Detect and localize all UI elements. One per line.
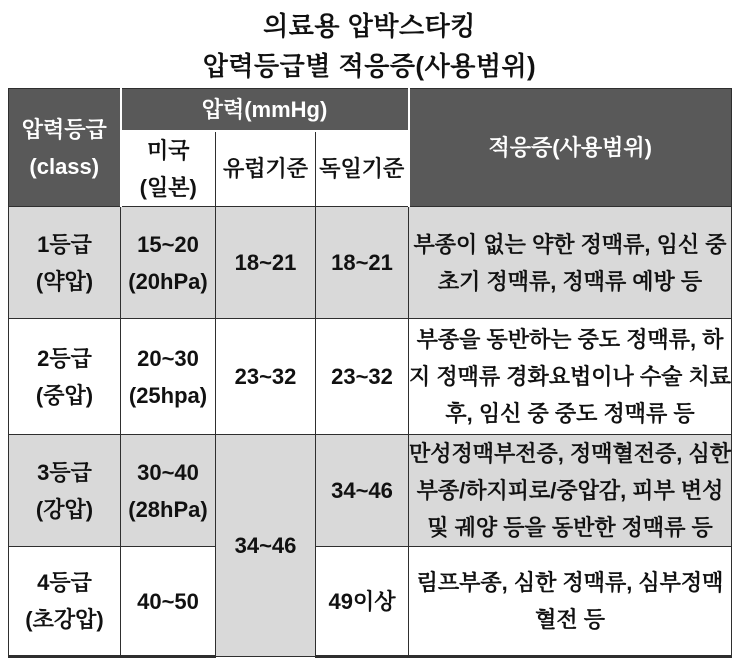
us-pressure-value: 30~40 — [137, 459, 199, 485]
grade-sublabel: (중압) — [35, 382, 94, 408]
header-indication: 적응증(사용범위) — [409, 89, 732, 207]
de-pressure-cell: 23~32 — [316, 319, 409, 435]
grade-sublabel: (강압) — [35, 496, 94, 522]
header-eu-standard: 유럽기준 — [216, 131, 316, 207]
eu-pressure-merged-cell: 34~46 — [216, 435, 316, 657]
us-pressure-cell: 40~50 — [121, 547, 216, 657]
eu-pressure-cell: 23~32 — [216, 319, 316, 435]
page-subtitle: 압력등급별 적응증(사용범위) — [202, 51, 537, 81]
us-pressure-subvalue: (20hPa) — [128, 268, 208, 294]
indication-cell: 부종을 동반하는 중도 정맥류, 하지 정맥류 경화요법이나 수술 치료 후, 임신 중 중도 정맥류 등 — [409, 319, 732, 435]
pressure-grade-table — [8, 88, 732, 658]
de-pressure-cell: 49이상 — [316, 547, 409, 657]
us-pressure-cell — [121, 319, 216, 435]
title-block — [0, 0, 739, 86]
grade-cell — [9, 435, 121, 547]
grade-cell — [9, 547, 121, 657]
grade-cell — [9, 207, 121, 319]
table-row-grade3 — [9, 435, 732, 547]
header-pressure-class-line2: (class) — [29, 153, 100, 179]
header-us-standard — [121, 131, 216, 207]
header-pressure-group: 압력(mmHg) — [121, 89, 409, 131]
indication-cell: 림프부종, 심한 정맥류, 심부정맥혈전 등 — [409, 547, 732, 657]
us-pressure-subvalue: (28hPa) — [128, 496, 208, 522]
us-pressure-cell — [121, 207, 216, 319]
grade-label: 4등급 — [37, 570, 92, 595]
grade-label: 1등급 — [37, 231, 92, 257]
header-pressure-class — [9, 89, 121, 207]
grade-label: 2등급 — [37, 345, 92, 371]
grade-sublabel: (초강압) — [25, 607, 104, 632]
us-pressure-value: 15~20 — [137, 231, 199, 257]
page-title: 의료용 압박스타킹 — [263, 11, 476, 41]
eu-pressure-cell: 18~21 — [216, 207, 316, 319]
de-pressure-cell: 18~21 — [316, 207, 409, 319]
grade-cell — [9, 319, 121, 435]
header-row-top — [9, 89, 732, 131]
header-us-line1: 미국 — [146, 137, 190, 163]
grade-label: 3등급 — [37, 459, 92, 485]
indication-cell: 부종이 없는 약한 정맥류, 임신 중 초기 정맥류, 정맥류 예방 등 — [409, 207, 732, 319]
table-row-grade1 — [9, 207, 732, 319]
grade-sublabel: (약압) — [35, 268, 94, 294]
header-de-standard: 독일기준 — [316, 131, 409, 207]
us-pressure-cell — [121, 435, 216, 547]
table-row-grade2 — [9, 319, 732, 435]
header-us-line2: (일본) — [139, 174, 197, 200]
us-pressure-value: 20~30 — [137, 345, 199, 371]
de-pressure-cell: 34~46 — [316, 435, 409, 547]
us-pressure-subvalue: (25hpa) — [128, 382, 208, 408]
indication-cell: 만성정맥부전증, 정맥혈전증, 심한 부종/하지피로/중압감, 피부 변성 및 궤양 등을 동반한 정맥류 등 — [409, 435, 732, 547]
table-row-grade4 — [9, 547, 732, 657]
header-pressure-class-line1: 압력등급 — [21, 116, 107, 142]
